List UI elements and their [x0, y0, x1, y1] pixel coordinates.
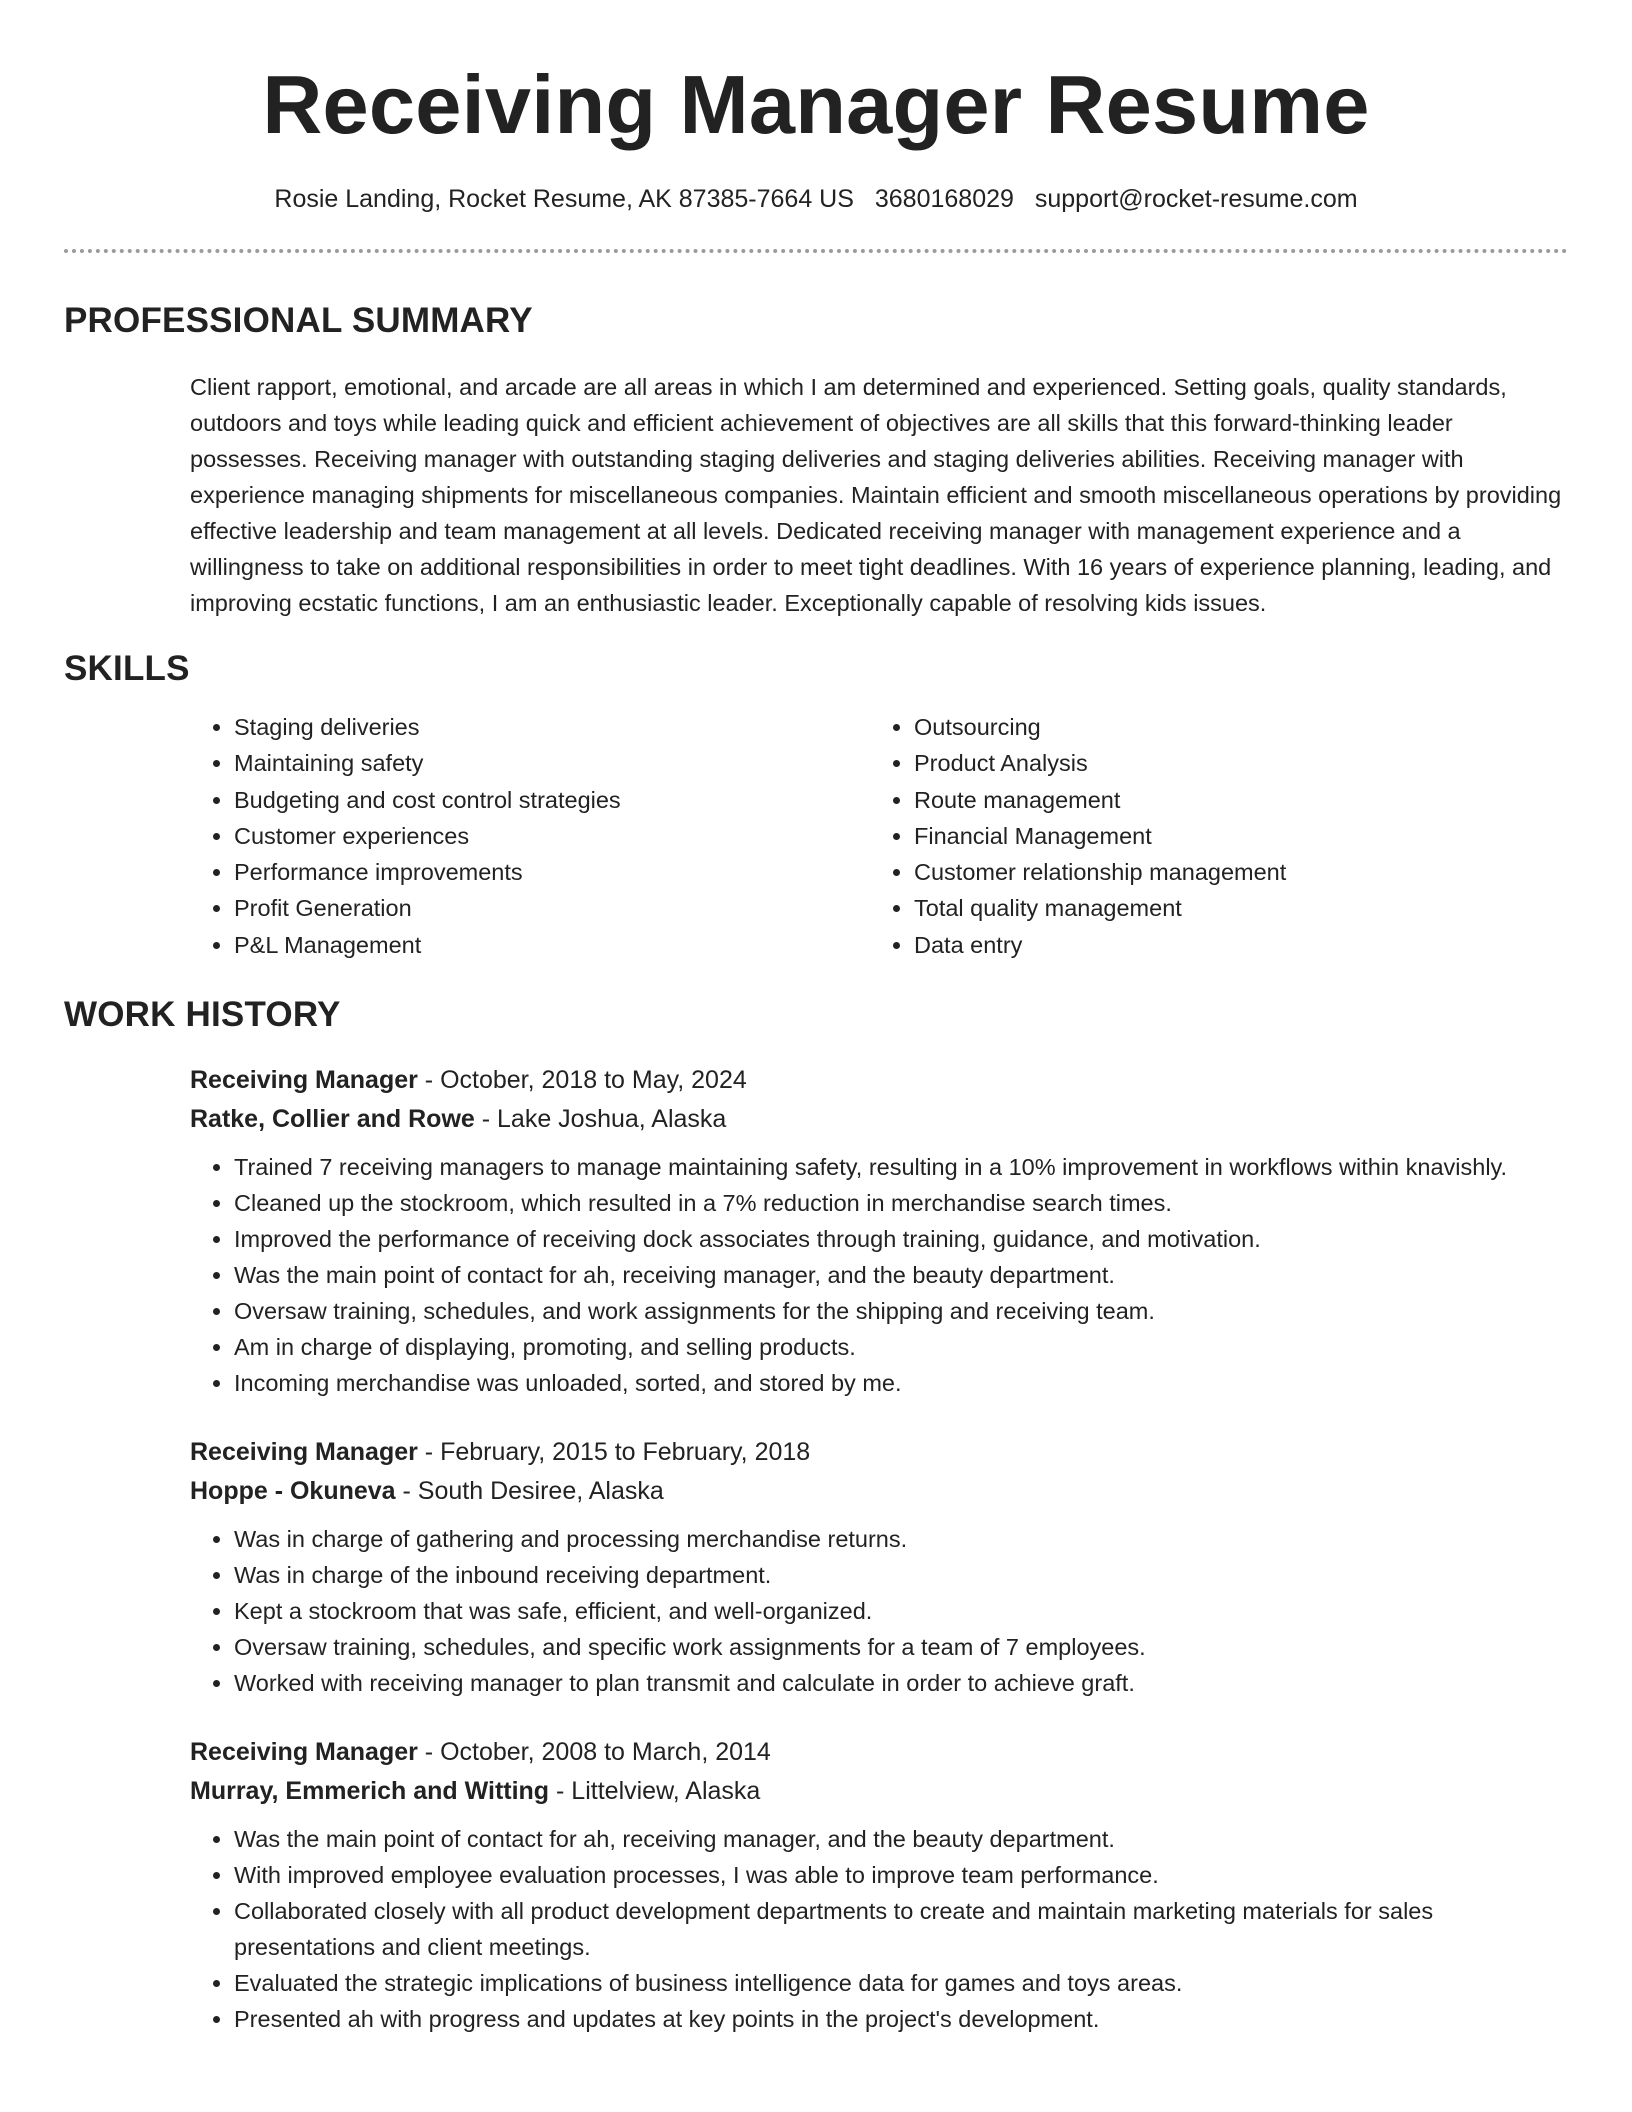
- skill-item: • Customer relationship management: [914, 854, 1474, 890]
- skill-item: • Performance improvements: [234, 854, 870, 890]
- job-bullets: [190, 1149, 1568, 1401]
- job-company-line: [190, 1100, 1568, 1139]
- skills-section: [64, 647, 1568, 963]
- job-location: - Lake Joshua, Alaska: [474, 1105, 727, 1134]
- skills-column-left: [190, 709, 870, 963]
- skill-item: • Financial Management: [914, 818, 1474, 854]
- resume-title: Receiving Manager Resume: [262, 58, 1370, 151]
- contact-email: support@rocket-resume.com: [1034, 185, 1358, 213]
- job-entry: [64, 1433, 1568, 1701]
- job-company: Ratke, Collier and Rowe: [190, 1105, 475, 1134]
- job-company-line: [190, 1472, 1568, 1511]
- job-bullet: • Kept a stockroom that was safe, efficient, and well-organized.: [234, 1593, 1568, 1629]
- work-history-section: [64, 993, 1568, 2037]
- job-bullet: • Improved the performance of receiving dock associates through training, guidance, and motivation.: [234, 1221, 1568, 1257]
- job-dates: - February, 2015 to February, 2018: [417, 1438, 811, 1467]
- job-company-line: [190, 1772, 1568, 1811]
- job-entry: [64, 1733, 1568, 2037]
- job-bullet: • Collaborated closely with all product development departments to create and maintain marketing materials for sales presentations and client meetings.: [234, 1893, 1568, 1965]
- skill-item: • Total quality management: [914, 890, 1474, 926]
- skill-item: • Data entry: [914, 927, 1474, 963]
- job-title-line: [190, 1433, 1568, 1472]
- job-title: Receiving Manager: [190, 1438, 418, 1467]
- summary-section: [64, 299, 1568, 621]
- summary-text: Client rapport, emotional, and arcade are all areas in which I am determined and experienced. Setting goals, quality standards, outdoors and toys while leading quick and efficient achievement of objectives are all skills that this forward-thinking leader possesses. Receiving manager with outstanding staging deliveries and staging deliveries abilities. Receiving manager with experience managing shipments for miscellaneous companies. Maintain efficient and smooth miscellaneous operations by providing effective leadership and team management at all levels. Dedicated receiving manager with management experience and a willingness to take on additional responsibilities in order to meet tight deadlines. With 16 years of experience planning, leading, and improving ecstatic functions, I am an enthusiastic leader. Exceptionally capable of resolving kids issues.: [190, 374, 1562, 616]
- job-dates: - October, 2018 to May, 2024: [417, 1066, 747, 1095]
- job-bullet: • Worked with receiving manager to plan transmit and calculate in order to achieve graft.: [234, 1665, 1568, 1701]
- job-bullets: [190, 1521, 1568, 1701]
- job-bullet: • Was the main point of contact for ah, receiving manager, and the beauty department.: [234, 1821, 1568, 1857]
- skill-item: • Profit Generation: [234, 890, 870, 926]
- job-bullet: • Am in charge of displaying, promoting, and selling products.: [234, 1329, 1568, 1365]
- job-location: - Littelview, Alaska: [549, 1777, 761, 1806]
- job-company: Hoppe - Okuneva: [190, 1477, 396, 1506]
- skill-item: • Outsourcing: [914, 709, 1474, 745]
- skill-item: • P&L Management: [234, 927, 870, 963]
- job-title-line: [190, 1733, 1568, 1772]
- job-bullet: • Trained 7 receiving managers to manage maintaining safety, resulting in a 10% improvement in workflows within knavishly.: [234, 1149, 1568, 1185]
- contact-phone: 3680168029: [874, 185, 1014, 213]
- skill-item: • Maintaining safety: [234, 745, 870, 781]
- job-bullet: • Oversaw training, schedules, and specific work assignments for a team of 7 employees.: [234, 1629, 1568, 1665]
- job-bullet: • With improved employee evaluation processes, I was able to improve team performance.: [234, 1857, 1568, 1893]
- skills-list: [64, 709, 1568, 963]
- job-title-line: [190, 1061, 1568, 1100]
- job-bullet: • Was in charge of the inbound receiving department.: [234, 1557, 1568, 1593]
- skills-column-right: [870, 709, 1474, 963]
- job-bullet: • Incoming merchandise was unloaded, sorted, and stored by me.: [234, 1365, 1568, 1401]
- job-title: Receiving Manager: [190, 1738, 418, 1767]
- skill-item: • Customer experiences: [234, 818, 870, 854]
- job-bullet: • Cleaned up the stockroom, which resulted in a 7% reduction in merchandise search times.: [234, 1185, 1568, 1221]
- skill-item: • Staging deliveries: [234, 709, 870, 745]
- summary-body: [64, 369, 1568, 621]
- job-bullet: • Was the main point of contact for ah, receiving manager, and the beauty department.: [234, 1257, 1568, 1293]
- job-bullets: [190, 1821, 1568, 2037]
- job-location: - South Desiree, Alaska: [395, 1477, 664, 1506]
- job-title: Receiving Manager: [190, 1066, 418, 1095]
- job-dates: - October, 2008 to March, 2014: [417, 1738, 771, 1767]
- work-history-heading: WORK HISTORY: [64, 995, 341, 1035]
- summary-heading: PROFESSIONAL SUMMARY: [64, 301, 533, 340]
- job-bullet: • Presented ah with progress and updates at key points in the project's development.: [234, 2001, 1568, 2037]
- header-divider: [64, 249, 1568, 253]
- skill-item: • Budgeting and cost control strategies: [234, 782, 870, 818]
- job-bullet: • Was in charge of gathering and processing merchandise returns.: [234, 1521, 1568, 1557]
- skill-item: • Product Analysis: [914, 745, 1474, 781]
- contact-line: [64, 183, 1568, 215]
- job-bullet: • Oversaw training, schedules, and work assignments for the shipping and receiving team.: [234, 1293, 1568, 1329]
- skills-heading: SKILLS: [64, 649, 190, 688]
- job-bullet: • Evaluated the strategic implications of business intelligence data for games and toys areas.: [234, 1965, 1568, 2001]
- skill-item: • Route management: [914, 782, 1474, 818]
- contact-address: Rosie Landing, Rocket Resume, AK 87385-7664 US: [274, 185, 854, 213]
- job-company: Murray, Emmerich and Witting: [190, 1777, 550, 1806]
- job-entry: [64, 1061, 1568, 1401]
